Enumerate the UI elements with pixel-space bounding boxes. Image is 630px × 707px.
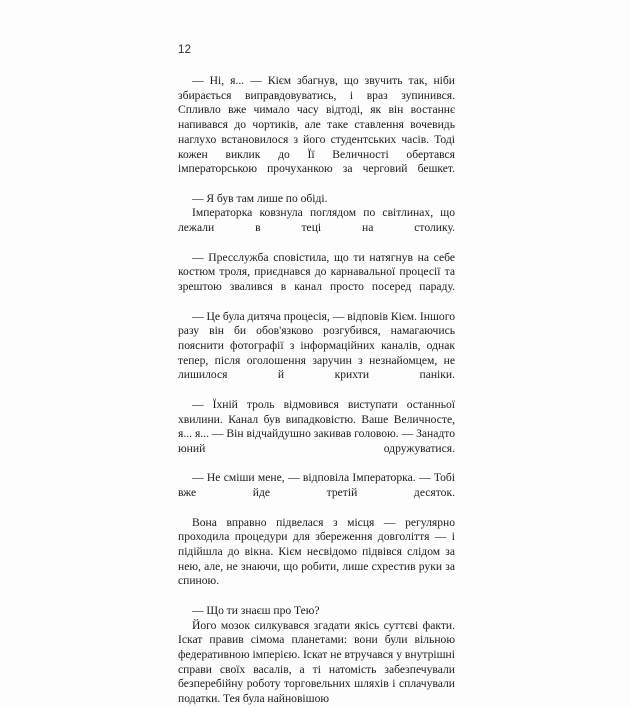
paragraph: — Що ти знаєш про Тею? — [192, 603, 320, 617]
body-text — [178, 74, 455, 707]
paragraph: Його мозок силкувався згадати якісь суттєві факти. Іскат правив сімома планетами: вони були вільною федеративною імперією. Іскат не втручався у внутрішні справи своїх васалів, а ті натомість забезпечували безперебійну роботу торговельних шляхів і сплачували податки. Тея була найновішою — [178, 618, 455, 706]
paragraph: — Не сміши мене, — відповіла Імператорка. — Тобі вже йде третій десяток. — [178, 471, 455, 500]
paragraph: — Я був там лише по обіді. — [192, 191, 328, 205]
paragraph: Вона вправно підвелася з місця — регулярно проходила процедури для збереження довголіття — і підійшла до вікна. Кієм несвідомо підвівся слідом за нею, але, не знаючи, що робити, лише схрестив руки за спиною. — [178, 515, 455, 588]
paragraph: — Пресслужба сповістила, що ти натягнув на себе костюм троля, приєднався до карнавальної процесії та зрештою звалився в канал просто посеред параду. — [178, 250, 455, 294]
page-number: 12 — [178, 44, 192, 56]
paragraph: — Ні, я... — Кієм збагнув, що звучить так, ніби збирається виправдовуватись, і враз зупинився. Спливло вже чимало часу відтоді, як він востаннє напивався до чортиків, але таке ставлення вочевидь наглухо встановилося з його студентських часів. Тоді кожен виклик до Її Величності обертався імператорською прочуханкою за черговий бешкет. — [178, 74, 455, 176]
paragraph: — Це була дитяча процесія, — відповів Кієм. Іншого разу він би обов'язково розгубився, намагаючись пояснити фотографії з інформаційних каналів, однак тепер, після оголошення заручин з незнайомцем, не лишилося й крихти паніки. — [178, 309, 455, 382]
paragraph: — Їхній троль відмовився виступати останньої хвилини. Канал був випадковістю. Ваше Величносте, я... я... — Він відчайдушно закивав головою. — Занадто юний одружуватися. — [178, 397, 455, 455]
paragraph: Імператорка ковзнула поглядом по світлинах, що лежали в теці на столику. — [178, 206, 455, 235]
